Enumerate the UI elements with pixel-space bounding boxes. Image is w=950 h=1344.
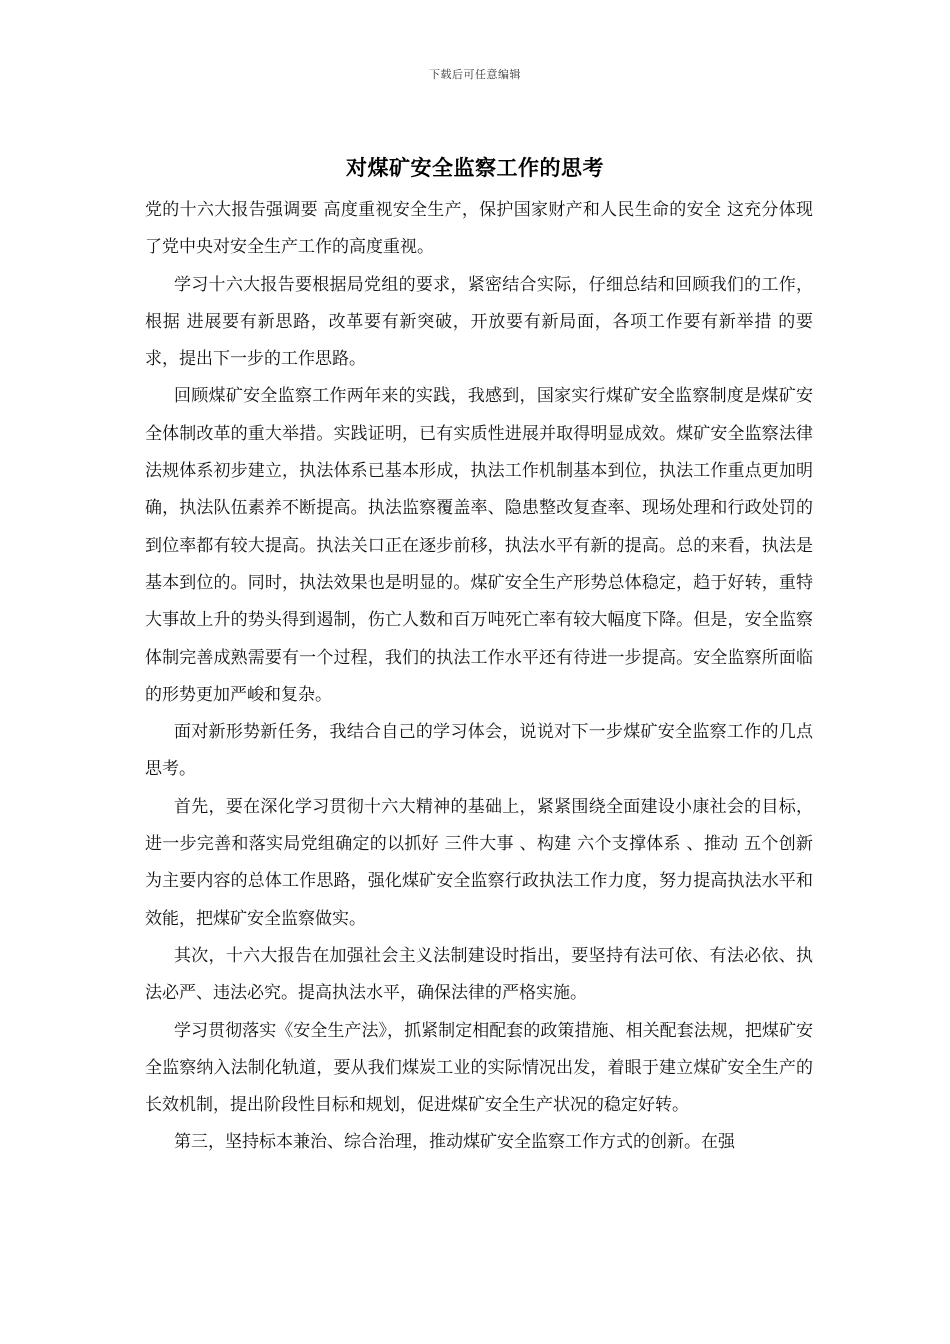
document-body	[145, 192, 813, 1162]
paragraph-3: 回顾煤矿安全监察工作两年来的实践，我感到，国家实行煤矿安全监察制度是煤矿安全体制改革的重大举措。实践证明，已有实质性进展并取得明显成效。煤矿安全监察法律法规体系初步建立，执法体系已基本形成，执法工作机制基本到位，执法工作重点更加明确，执法队伍素养不断提高。执法监察覆盖率、隐患整改复查率、现场处理和行政处罚的到位率都有较大提高。执法关口正在逐步前移，执法水平有新的提高。总的来看，执法是基本到位的。同时，执法效果也是明显的。煤矿安全生产形势总体稳定，趋于好转，重特大事故上升的势头得到遏制，伤亡人数和百万吨死亡率有较大幅度下降。但是，安全监察体制完善成熟需要有一个过程，我们的执法工作水平还有待进一步提高。安全监察所面临的形势更加严峻和复杂。	[145, 386, 813, 705]
paragraph-1: 党的十六大报告强调要 高度重视安全生产，保护国家财产和人民生命的安全 这充分体现了党中央对安全生产工作的高度重视。	[145, 200, 813, 258]
paragraph-5: 首先，要在深化学习贯彻十六大精神的基础上，紧紧围绕全面建设小康社会的目标，进一步完善和落实局党组确定的以抓好 三件大事 、构建 六个支撑体系 、推动 五个创新 为主要内容的总体工作思路，强化煤矿安全监察行政执法工作力度，努力提高执法水平和效能，把煤矿安全监察做实。	[145, 796, 813, 929]
paragraph-6: 其次，十六大报告在加强社会主义法制建设时指出，要坚持有法可依、有法必依、执法必严、违法必究。提高执法水平，确保法律的严格实施。	[145, 945, 813, 1004]
paragraph-2: 学习十六大报告要根据局党组的要求，紧密结合实际，仔细总结和回顾我们的工作，根据 进展要有新思路，改革要有新突破，开放要有新局面，各项工作要有新举措 的要求，提出下一步的工作思路。	[145, 274, 813, 370]
document-title: 对煤矿安全监察工作的思考	[346, 155, 604, 180]
paragraph-7: 学习贯彻落实《安全生产法》，抓紧制定相配套的政策措施、相关配套法规，把煤矿安全监察纳入法制化轨道，要从我们煤炭工业的实际情况出发，着眼于建立煤矿安全生产的长效机制，提出阶段性目标和规划，促进煤矿安全生产状况的稳定好转。	[145, 1020, 813, 1116]
paragraph-4: 面对新形势新任务，我结合自己的学习体会，说说对下一步煤矿安全监察工作的几点思考。	[145, 722, 813, 780]
paragraph-8: 第三，坚持标本兼治、综合治理，推动煤矿安全监察工作方式的创新。在强	[174, 1132, 735, 1153]
header-note: 下载后可任意编辑	[429, 68, 521, 81]
